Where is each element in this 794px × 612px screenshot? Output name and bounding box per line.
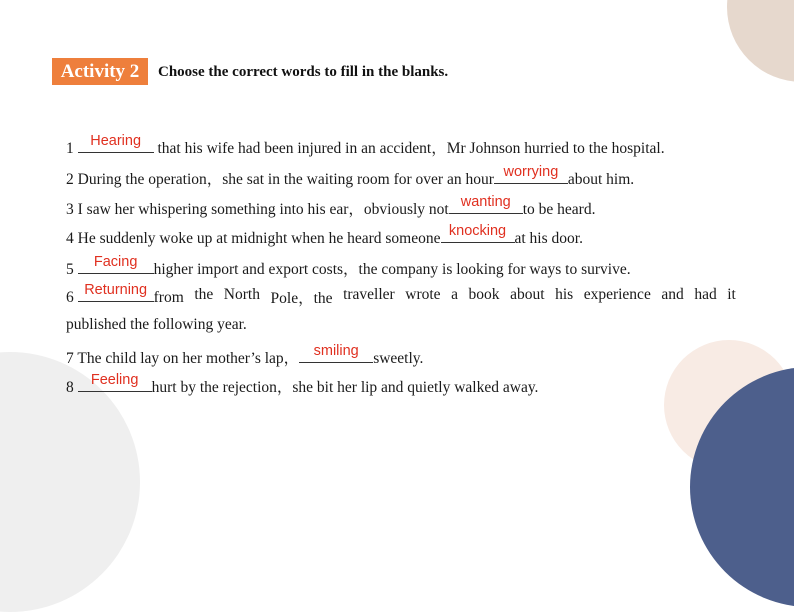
answer-text: knocking [448,223,507,239]
decorative-circle-top-right [727,0,794,82]
sentence-2 [66,164,635,189]
sentence-text-after: sweetly. [373,350,424,367]
answer-text: Hearing [90,133,142,149]
sentence-1 [66,133,665,158]
sentence-6 [66,282,736,308]
answer-text: Feeling [90,372,139,388]
sentence-text-before: During the operation，she sat in the waiting room for over an hour [77,171,494,188]
answer-blank [299,343,373,363]
sentence-7 [66,343,424,368]
sentence-5 [66,254,631,279]
sentence-word: a [451,286,458,303]
sentence-number: 2 [66,171,74,188]
answer-text: smiling [313,343,359,359]
activity-instruction: Choose the correct words to fill in the blanks. [158,64,449,80]
answer-text: wanting [460,194,511,210]
sentence-text-before: I saw her whispering something into his ear，obviously not [77,201,449,218]
sentence-word: North [223,286,260,303]
sentence-word: and [661,286,684,303]
sentence-text-before: He suddenly woke up at midnight when he heard someone [77,230,441,247]
sentence-word: traveller [343,286,395,303]
answer-blank [449,194,523,214]
sentence-text-after: hurt by the rejection，she bit her lip and quietly walked away. [151,379,539,396]
sentence-6-continuation: published the following year. [66,316,247,333]
sentence-number: 1 [66,140,74,157]
sentence-text-after: at his door. [514,230,583,247]
sentence-text-after: higher import and export costs，the company is looking for ways to survive. [153,261,631,278]
sentence-number: 4 [66,230,74,247]
sentence-text-after: to be heard. [522,201,596,218]
sentence-number: 8 [66,379,74,396]
sentence-word: book [468,286,500,303]
answer-text: Returning [84,282,148,298]
sentence-number: 5 [66,261,74,278]
sentence-3 [66,194,596,219]
answer-text: Facing [93,254,138,270]
sentence-word: experience [583,286,651,303]
answer-blank [78,133,154,153]
answer-blank [441,223,515,243]
sentence-text-after: that his wife had been injured in an accident，Mr Johnson hurried to the hospital. [157,140,665,157]
activity-badge: Activity 2 [52,58,148,85]
sentence-word: the [194,286,214,303]
sentence-word: it [727,286,736,303]
sentence-number: 7 [66,350,74,367]
sentence-number-with-blank: 6 Returning from [66,282,184,306]
answer-blank [494,164,568,184]
sentence-word: Pole，the [270,290,333,307]
sentence-text-after: about him. [567,171,635,188]
sentence-word: had [694,286,717,303]
sentence-4 [66,223,583,248]
answer-blank [78,254,154,274]
sentence-number: 6 [66,289,74,306]
answer-text: worrying [503,164,559,180]
sentence-number: 3 [66,201,74,218]
sentence-word: about [510,286,545,303]
sentence-word: his [555,286,574,303]
sentence-text-before: The child lay on her mother’s lap， [77,350,300,367]
sentence-8 [66,372,539,397]
sentence-word: wrote [405,286,441,303]
answer-blank [78,372,152,392]
